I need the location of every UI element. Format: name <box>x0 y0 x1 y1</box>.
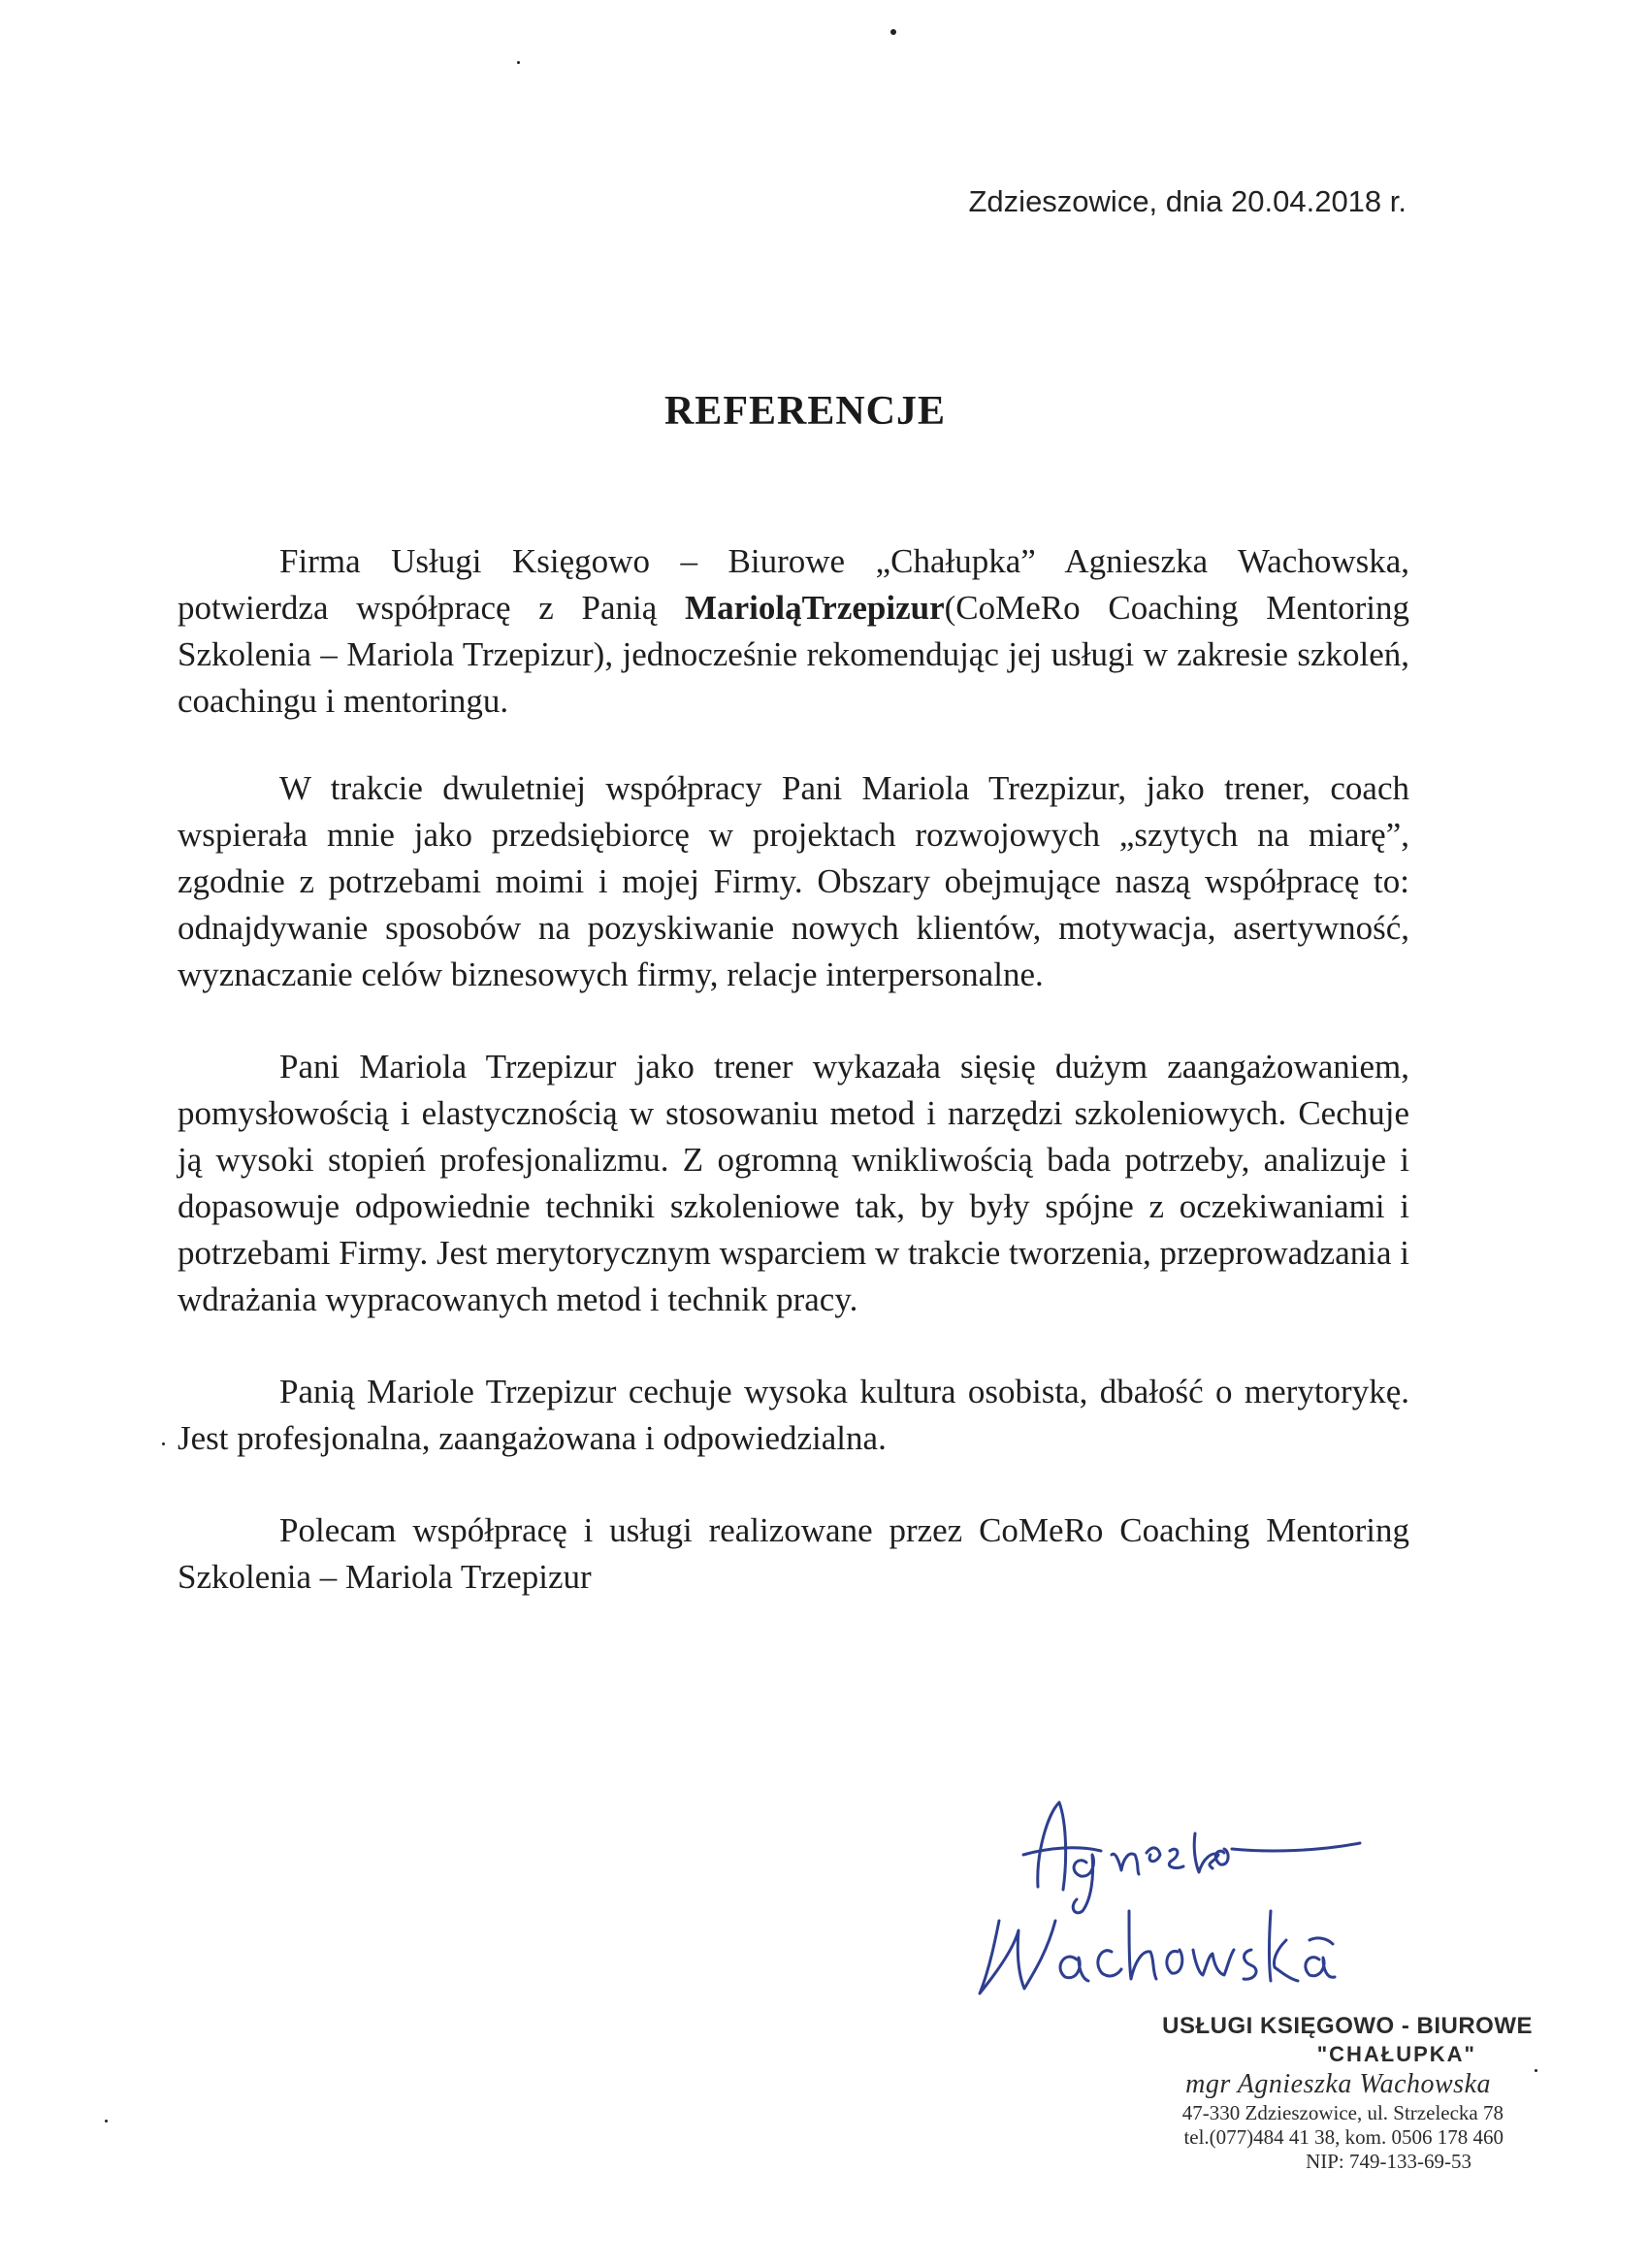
scan-speck <box>162 1442 165 1445</box>
stamp-nip: NIP: 749-133-69-53 <box>1306 2150 1471 2173</box>
paragraph-5: Polecam współpracę i usługi realizowane przez CoMeRo Coaching Mentoring Szkolenia – Mariola Trzepizur <box>178 1511 1409 1596</box>
stamp-phone: tel.(077)484 41 38, kom. 0506 178 460 <box>1183 2125 1504 2149</box>
stamp-address: 47-330 Zdzieszowice, ul. Strzelecka 78 <box>1181 2101 1504 2124</box>
stamp-company: USŁUGI KSIĘGOWO - BIUROWE <box>1162 2013 1533 2039</box>
handwritten-signature <box>922 1795 1368 2018</box>
paragraph-3: Pani Mariola Trzepizur jako trener wykazała sięsię dużym zaangażowaniem, pomysłowością i elastycznością w stosowaniu metod i narzędzi szkoleniowych. Cechuje ją wysoki stopień profesjonalizmu. Z ogromną wnikliwością bada potrzeby, analizuje i dopasowuje odpowiednie techniki szkoleniowe tak, by były spójne z oczekiwaniami i potrzebami Firmy. Jest merytorycznym wsparciem w trakcie tworzenia, przeprowadzania i wdrażania wypracowanych metod i technik pracy. <box>178 1048 1409 1318</box>
paragraph-4: Panią Mariole Trzepizur cechuje wysoka kultura osobista, dbałość o merytorykę. Jest profesjonalna, zaangażowana i odpowiedzialna. <box>178 1373 1409 1457</box>
paragraph-1-intro: Firma Usługi Księgowo – Biurowe „Chałupka” Agnieszka Wachowska, potwierdza współpracę z Panią <box>178 542 1409 627</box>
scan-speck <box>517 61 520 64</box>
paragraph-2: W trakcie dwuletniej współpracy Pani Mariola Trezpizur, jako trener, coach wspierała mnie jako przedsiębiorcę w projektach rozwojowych „szytych na miarę”, zgodnie z potrzebami moimi i mojej Firmy. Obszary obejmujące naszą współpracę to: odnajdywanie sposobów na pozyskiwanie nowych klientów, motywacja, asertywność, wyznaczanie celów biznesowych firmy, relacje interpersonalne. <box>178 769 1409 993</box>
scan-speck <box>1535 2069 1537 2072</box>
person-name-bold: MarioląTrzepizur <box>685 589 945 627</box>
document-title: REFERENCJE <box>663 389 947 434</box>
stamp-company-name: "CHAŁUPKA" <box>1316 2042 1476 2066</box>
letter-body <box>178 538 1409 1646</box>
paragraph-1 <box>178 538 1409 725</box>
scan-speck <box>890 29 896 35</box>
stamp-owner: mgr Agnieszka Wachowska <box>1185 2069 1491 2099</box>
scan-speck <box>105 2120 108 2122</box>
place-and-date: Zdzieszowice, dnia 20.04.2018 r. <box>968 184 1406 218</box>
paragraph-1-rest: (CoMeRo Coaching Mentoring Szkolenia – Mariola Trzepizur), jednocześnie rekomendując jej usługi w zakresie szkoleń, coachingu i mentoringu. <box>178 589 1409 720</box>
company-stamp <box>970 2012 1533 2174</box>
